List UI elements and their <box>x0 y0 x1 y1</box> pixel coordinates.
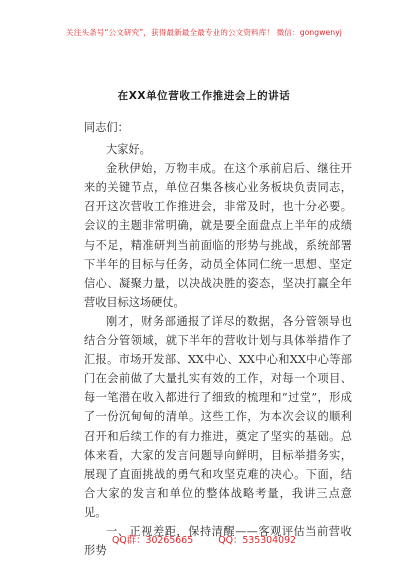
section-heading: 一、正视差距，保持清醒——客观评估当前营收形势 <box>84 524 352 558</box>
header-banner: 关注头条号“公文研究”，获得最新最全最专业的公文资料库！ 微信：gongwenyj <box>66 28 342 37</box>
footer-contact <box>0 532 408 546</box>
salutation: 同志们： <box>84 121 129 134</box>
paragraph-2: 刚才，财务部通报了详尽的数据，各分管领导也结合分管领域，就下半年的营收计划与具体举措作了汇报。市场开发部、XX中心、XX中心和XX中心等部门在会前做了大量扎实有效的工作，对每一个项目、每一笔潜在收入都进行了细致的梳理和“过堂”，形成了一份沉甸甸的清单。这些工作，为本次会议的顺利召开和后续工作的有力推进，奠定了坚实的基础。总体来看，大家的发言问题导向鲜明，目标举措务实，展现了直面挑战的勇气和攻坚克难的决心。下面，结合大家的发言和单位的整体战略考量，我讲三点意见。 <box>84 314 352 519</box>
footer-qq-number: QQ：535304092 <box>218 535 297 546</box>
paragraph-1: 金秋伊始，万物丰成。在这个承前启后、继往开来的关键节点，单位召集各核心业务板块负责同志，召开这次营收工作推进会，非常及时，也十分必要。会议的主题非常明确，就是要全面盘点上半年的成绩与不足，精准研判当前面临的形势与挑战，系统部署下半年的目标与任务，动员全体同仁统一思想、坚定信心、凝聚力量，以决战决胜的姿态，坚决打赢全年营收目标这场硬仗。 <box>84 162 352 309</box>
footer-qq-group: QQ群：30265665 <box>111 535 194 546</box>
greeting: 大家好。 <box>106 143 151 157</box>
document-title: 在XX单位营收工作推进会上的讲话 <box>117 90 291 102</box>
document-body <box>84 118 352 560</box>
